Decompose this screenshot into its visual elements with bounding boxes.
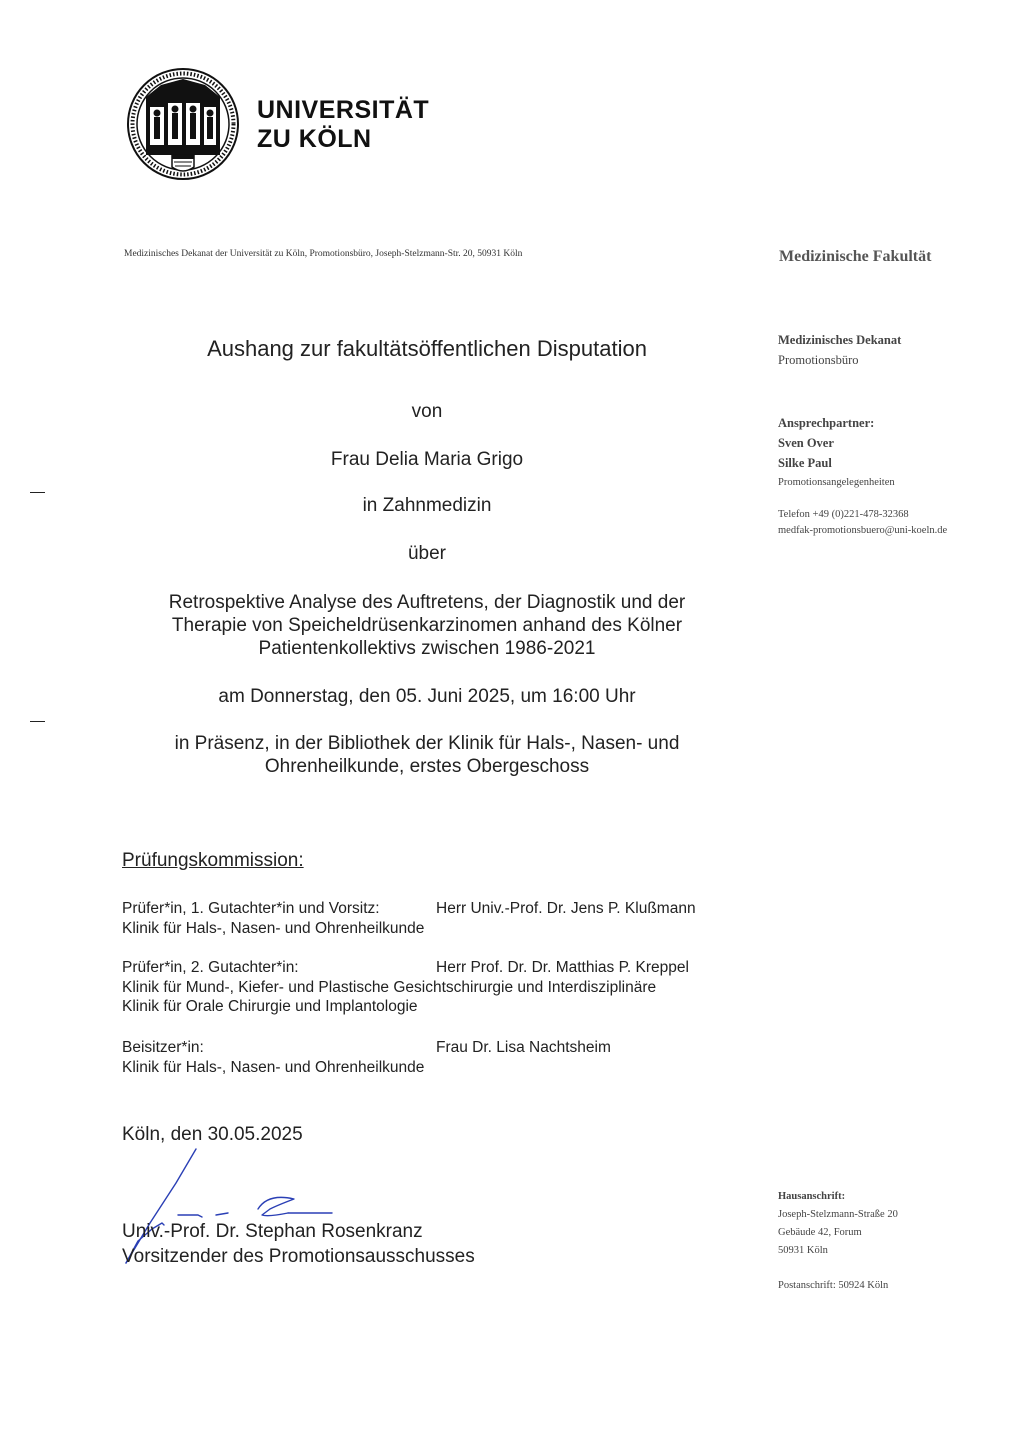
- sidebar-phone: Telefon +49 (0)221-478-32368: [778, 509, 909, 520]
- member-name: Frau Dr. Lisa Nachtsheim: [436, 1039, 611, 1056]
- signer-block: [122, 1219, 475, 1269]
- sidebar-contact-topic: Promotionsangelegenheiten: [778, 477, 895, 488]
- thesis-title: [124, 591, 730, 660]
- committee-member: [122, 958, 762, 1017]
- sidebar-contact-heading: Ansprechpartner:: [778, 416, 875, 430]
- notice-subject: in Zahnmedizin: [362, 495, 492, 516]
- university-name: [257, 96, 429, 154]
- member-name: Herr Univ.-Prof. Dr. Jens P. Klußmann: [436, 900, 696, 917]
- sidebar-address-3: 50931 Köln: [778, 1245, 828, 1256]
- sidebar-phone-email: [778, 507, 1008, 539]
- fold-mark-bottom: [30, 721, 45, 722]
- member-name: Herr Prof. Dr. Dr. Matthias P. Kreppel: [436, 959, 689, 976]
- sidebar-postal: Postanschrift: 50924 Köln: [778, 1280, 889, 1291]
- member-affiliation: Klinik für Hals-, Nasen- und Ohrenheilkunde: [122, 1058, 425, 1076]
- sidebar-office: [778, 330, 1008, 370]
- disputation-date: am Donnerstag, den 05. Juni 2025, um 16:00 Uhr: [218, 686, 636, 707]
- sidebar-address-1: Joseph-Stelzmann-Straße 20: [778, 1209, 898, 1220]
- location-line1: in Präsenz, in der Bibliothek der Klinik für Hals-, Nasen- und: [174, 733, 680, 754]
- member-role: Beisitzer*in:: [122, 1039, 204, 1056]
- sidebar-contact-1: Sven Over: [778, 436, 834, 450]
- member-role: Prüfer*in, 1. Gutachter*in und Vorsitz:: [122, 900, 380, 917]
- university-seal-icon: [126, 67, 240, 181]
- university-name-line2: ZU KÖLN: [257, 125, 372, 153]
- member-role: Prüfer*in, 2. Gutachter*in:: [122, 959, 299, 976]
- notice-von: von: [411, 401, 443, 422]
- university-name-line1: UNIVERSITÄT: [257, 96, 430, 124]
- disputation-location: [124, 732, 730, 778]
- sidebar-address-heading: Hausanschrift:: [778, 1191, 846, 1202]
- location-line2: Ohrenheilkunde, erstes Obergeschoss: [264, 756, 590, 777]
- signer-name: Univ.-Prof. Dr. Stephan Rosenkranz: [122, 1221, 423, 1242]
- thesis-title-line2: Therapie von Speicheldrüsenkarzinomen anhand des Kölner: [171, 615, 683, 636]
- fold-mark-top: [30, 492, 45, 493]
- committee-member: [122, 1038, 762, 1077]
- sidebar-contact-2: Silke Paul: [778, 456, 832, 470]
- notice-ueber: über: [407, 543, 447, 564]
- committee-heading: Prüfungskommission:: [122, 850, 304, 871]
- sender-address-line: Medizinisches Dekanat der Universität zu Köln, Promotionsbüro, Joseph-Stelzmann-Str. 20, 50931 Köln: [124, 249, 523, 259]
- thesis-title-line3: Patientenkollektivs zwischen 1986-2021: [258, 638, 596, 659]
- member-affiliation: Klinik für Mund-, Kiefer- und Plastische Gesichtschirurgie und Interdisziplinäre: [122, 978, 657, 996]
- sidebar-buero: Promotionsbüro: [778, 353, 859, 367]
- sidebar-address: [778, 1188, 1008, 1260]
- thesis-title-line1: Retrospektive Analyse des Auftretens, der Diagnostik und der: [168, 592, 686, 613]
- committee-member: [122, 899, 762, 938]
- member-affiliation: Klinik für Orale Chirurgie und Implantologie: [122, 998, 418, 1015]
- faculty-name: Medizinische Fakultät: [779, 248, 932, 265]
- notice-title: Aushang zur fakultätsöffentlichen Disputation: [207, 336, 647, 361]
- signer-role: Vorsitzender des Promotionsausschusses: [122, 1246, 475, 1267]
- sidebar-address-2: Gebäude 42, Forum: [778, 1227, 862, 1238]
- member-affiliation: Klinik für Hals-, Nasen- und Ohrenheilkunde: [122, 919, 425, 937]
- sidebar-email[interactable]: medfak-promotionsbuero@uni-koeln.de: [778, 525, 948, 536]
- city-date: Köln, den 30.05.2025: [122, 1124, 303, 1145]
- sidebar-dekanat: Medizinisches Dekanat: [778, 333, 902, 347]
- sidebar-contact: [778, 413, 1008, 493]
- candidate-name: Frau Delia Maria Grigo: [330, 449, 524, 470]
